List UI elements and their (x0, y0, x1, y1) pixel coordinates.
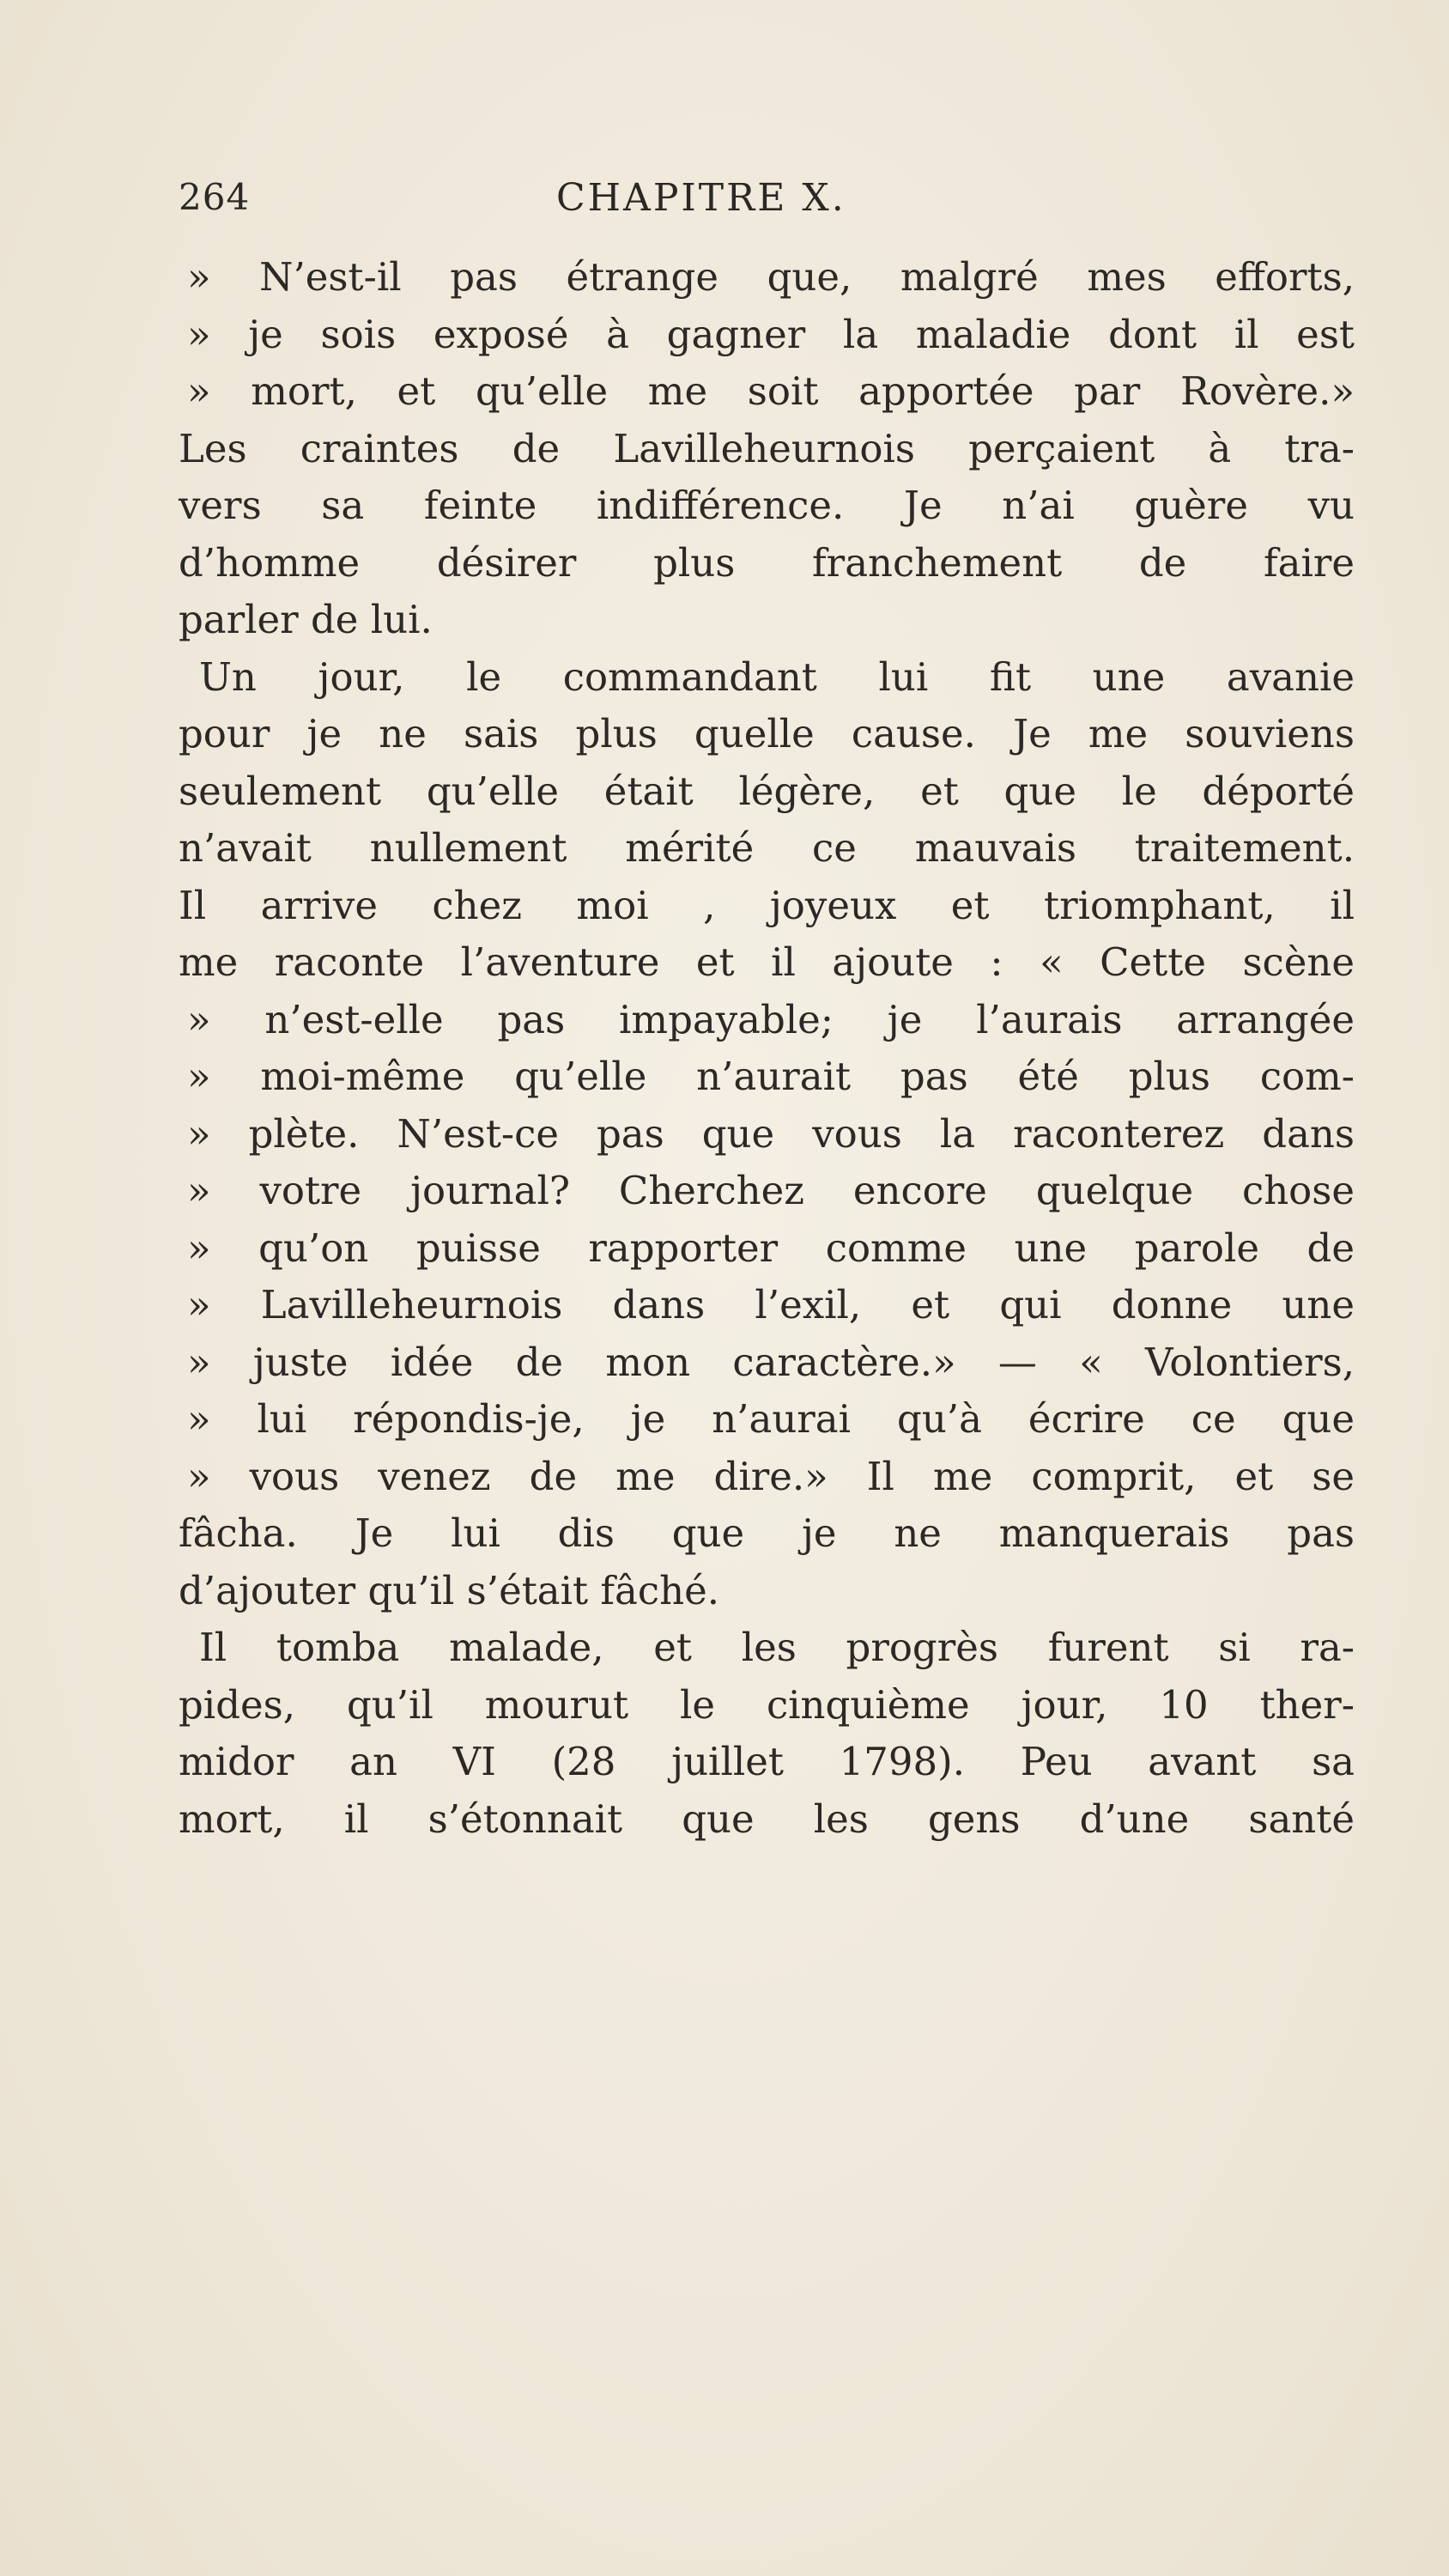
text-line: midor an VI (28 juillet 1798). Peu avant sa (179, 1739, 1355, 1784)
text-line: » N’est-il pas étrange que, malgré mes efforts, (187, 254, 1355, 300)
text-line: » qu’on puisse rapporter comme une parole de (187, 1224, 1355, 1271)
text-line: » Lavilleheurnois dans l’exil, et qui donne une (187, 1282, 1355, 1327)
text-line: » vous venez de me dire.» Il me comprit, et se (187, 1453, 1355, 1499)
running-head: CHAPITRE X. (556, 176, 846, 220)
text-line: » juste idée de mon caractère.» — « Volontiers, (187, 1339, 1355, 1385)
text-line: mort, il s’étonnait que les gens d’une santé (179, 1795, 1355, 1842)
text-line: me raconte l’aventure et il ajoute : « Cette scène (179, 939, 1355, 985)
text-line: d’homme désirer plus franchement de faire (179, 539, 1355, 586)
text-line: Les craintes de Lavilleheurnois perçaient à tra- (179, 425, 1355, 471)
text-line: d’ajouter qu’il s’était fâché. (179, 1567, 719, 1613)
text-line: » lui répondis-je, je n’aurai qu’à écrire ce que (187, 1396, 1355, 1442)
text-line: parler de lui. (179, 597, 433, 642)
text-line: » votre journal? Cherchez encore quelque chose (187, 1168, 1355, 1213)
text-line: Il tomba malade, et les progrès furent si ra- (199, 1625, 1355, 1670)
text-line: Il arrive chez moi , joyeux et triomphant, il (179, 882, 1355, 928)
text-line: fâcha. Je lui dis que je ne manquerais pas (179, 1510, 1355, 1556)
text-line: » je sois exposé à gagner la maladie dont il est (187, 311, 1355, 357)
text-line: n’avait nullement mérité ce mauvais traitement. (179, 825, 1355, 871)
text-line: pides, qu’il mourut le cinquième jour, 10 ther- (179, 1681, 1355, 1728)
body-text (179, 249, 1355, 1848)
text-line: » moi-même qu’elle n’aurait pas été plus com- (187, 1054, 1355, 1099)
text-line: pour je ne sais plus quelle cause. Je me souviens (179, 711, 1355, 756)
text-line: Un jour, le commandant lui fit une avanie (199, 653, 1355, 700)
text-line: » n’est-elle pas impayable; je l’aurais arrangée (187, 996, 1355, 1042)
text-line: seulement qu’elle était légère, et que le déporté (179, 768, 1355, 814)
text-line: » mort, et qu’elle me soit apportée par Rovère.» (187, 368, 1355, 414)
text-line: vers sa feinte indifférence. Je n’ai guère vu (179, 483, 1355, 528)
page-header (179, 176, 1329, 236)
page-number: 264 (179, 176, 251, 218)
text-line: » plète. N’est-ce pas que vous la raconterez dans (187, 1110, 1355, 1157)
